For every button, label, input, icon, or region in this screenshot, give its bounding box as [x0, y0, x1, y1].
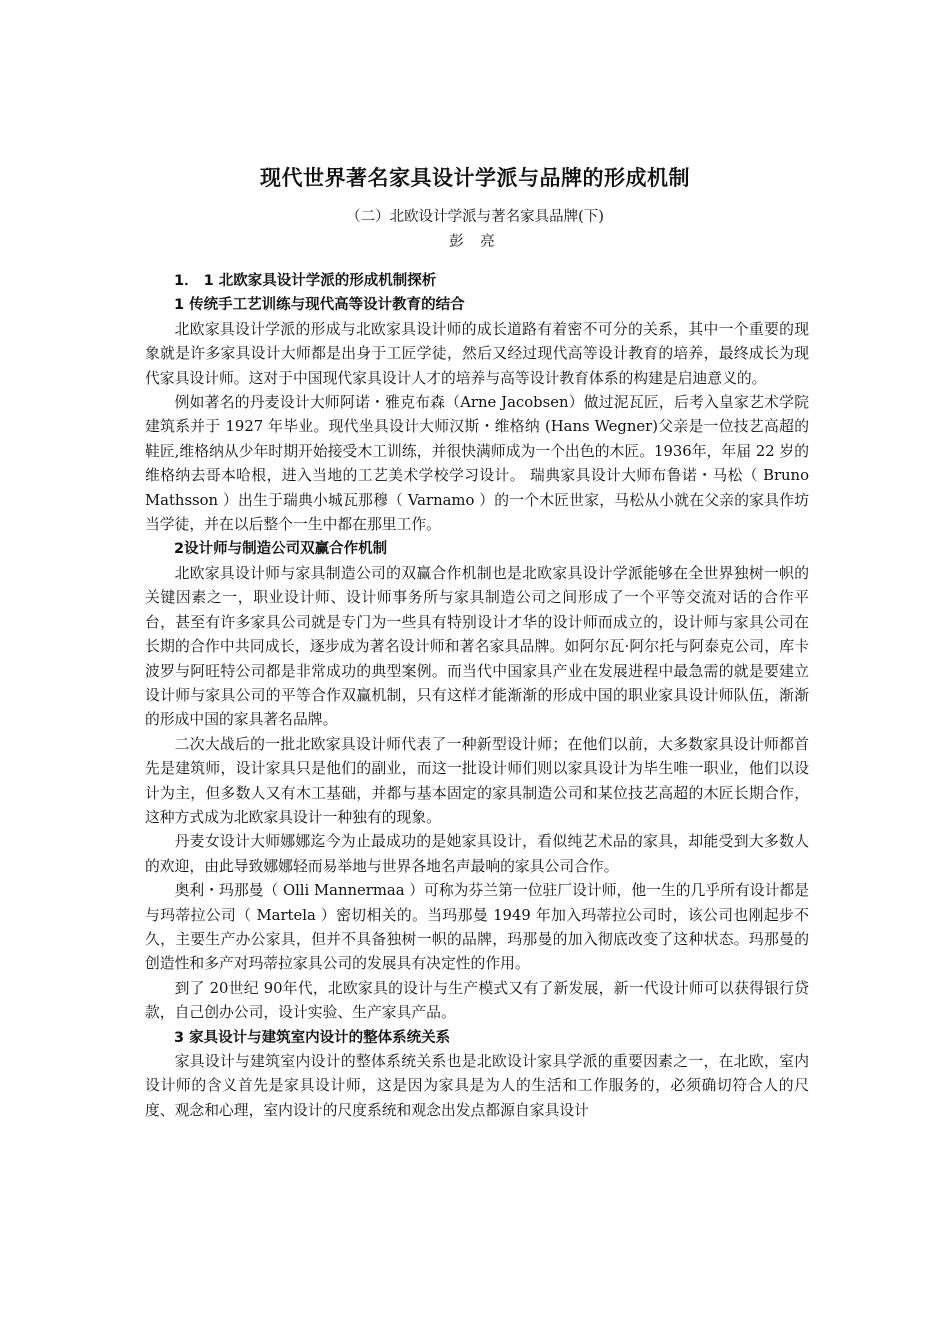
paragraph: 北欧家具设计学派的形成与北欧家具设计师的成长道路有着密不可分的关系，其中一个重要的现象就是许多家具设计大师都是出身于工匠学徒，然后又经过现代高等设计教育的培养，最终成长为现代家具设计师。这对于中国现代家具设计人才的培养与高等设计教育体系的构建是启迪意义的。: [145, 320, 809, 387]
paragraph: 到了 20世纪 90年代，北欧家具的设计与生产模式又有了新发展，新一代设计师可以获得银行贷款，自己创办公司，设计实验、生产家具产品。: [145, 979, 809, 1022]
paragraph: 例如著名的丹麦设计大师阿诺・雅克布森（Arne Jacobsen）做过泥瓦匠，后考入皇家艺术学院建筑系并于 1927 年毕业。现代坐具设计大师汉斯・维格纳 (Hans Wegner)父亲是一位技艺高超的鞋匠,维格纳从少年时期开始接受木工训练，并很快满师成为一个出色的木匠。1936年，年届 22 岁的维格纳去哥本哈根，进入当地的工艺美术学校学习设计。 瑞典家具设计大师布鲁诺・马松（ Bruno Mathsson ）出生于瑞典小城瓦那穆（ Varnamo ）的一个木匠世家，马松从小就在父亲的家具作坊当学徒，并在以后整个一生中都在那里工作。: [145, 394, 809, 534]
section-heading: 1 传统手工艺训练与现代高等设计教育的结合: [174, 297, 465, 314]
section-heading: 2设计师与制造公司双赢合作机制: [174, 541, 388, 558]
section-heading: 1． 1 北欧家具设计学派的形成机制探析: [174, 273, 437, 289]
paragraph: 丹麦女设计大师娜娜迄今为止最成功的是她家具设计，看似纯艺术品的家具，却能受到大多数人的欢迎，由此导致娜娜轻而易举地与世界各地名声最响的家具公司合作。: [145, 833, 809, 875]
document-subtitle: （二）北欧设计学派与著名家具品牌(下): [346, 209, 604, 225]
document-body: [145, 269, 809, 1123]
document-title: 现代世界著名家具设计学派与品牌的形成机制: [260, 166, 690, 190]
paragraph: 奥利・玛那曼（ Olli Mannermaa ）可称为芬兰第一位驻厂设计师，他一生的几乎所有设计都是与玛蒂拉公司（ Martela ）密切相关的。当玛那曼 1949 年加入玛蒂拉公司时，该公司也刚起步不久，主要生产办公家具，但并不具备独树一帜的品牌，玛那曼的加入彻底改变了这种状态。玛那曼的创造性和多产对玛蒂拉家具公司的发展具有决定性的作用。: [145, 882, 809, 973]
document-author: 彭 亮: [449, 234, 501, 250]
paragraph: 二次大战后的一批北欧家具设计师代表了一种新型设计师；在他们以前，大多数家具设计师都首先是建筑师，设计家具只是他们的副业，而这一批设计师们则以家具设计为毕生唯一职业，他们以设计为主，但多数人又有木工基础，并都与基本固定的家具制造公司和某位技艺高超的木匠长期合作，这种方式成为北欧家具设计一种独有的现象。: [145, 735, 809, 826]
paragraph: 北欧家具设计师与家具制造公司的双赢合作机制也是北欧家具设计学派能够在全世界独树一帜的关键因素之一，职业设计师、设计师事务所与家具制造公司之间形成了一个平等交流对话的合作平台，甚至有许多家具公司就是专门为一些具有特别设计才华的设计师而成立的，设计师与家具公司在长期的合作中共同成长，逐步成为著名设计师和著名家具品牌。如阿尔瓦·阿尔托与阿泰克公司，库卡波罗与阿旺特公司都是非常成功的典型案例。而当代中国家具产业在发展进程中最急需的就是要建立设计师与家具公司的平等合作双赢机制，只有这样才能渐渐的形成中国的职业家具设计师队伍，渐渐的形成中国的家具著名品牌。: [145, 564, 809, 729]
section-heading: 3 家具设计与建筑室内设计的整体系统关系: [174, 1029, 451, 1046]
paragraph: 家具设计与建筑室内设计的整体系统关系也是北欧设计家具学派的重要因素之一，在北欧，室内设计师的含义首先是家具设计师，这是因为家具是为人的生活和工作服务的，必须确切符合人的尺度、观念和心理，室内设计的尺度系统和观念出发点都源自家具设计: [145, 1053, 809, 1119]
